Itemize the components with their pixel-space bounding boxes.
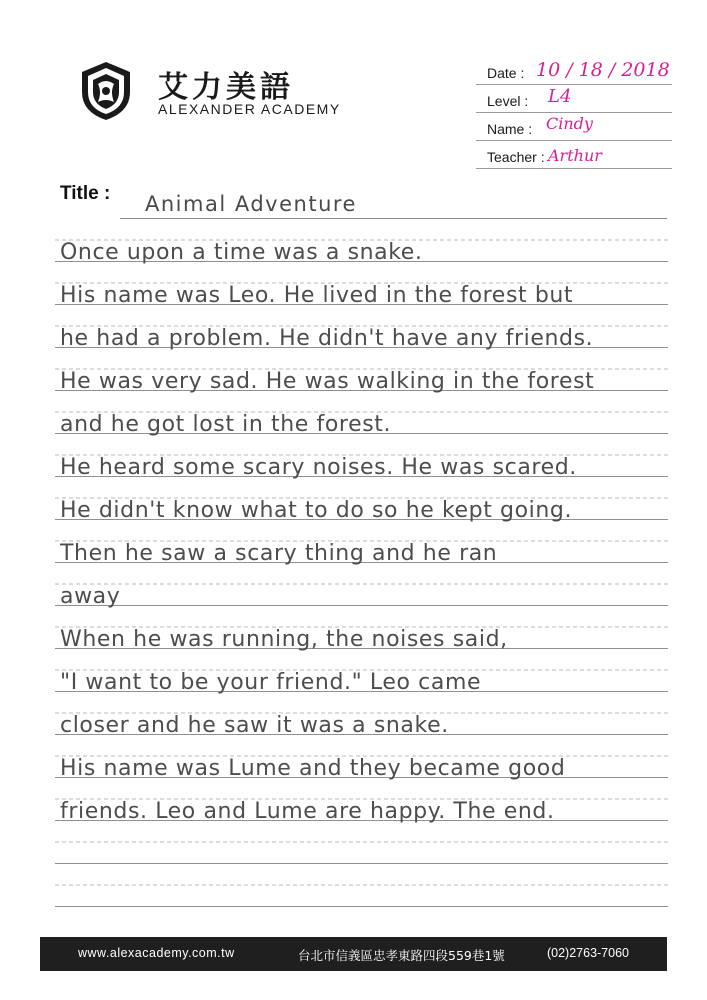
brand-name-english: ALEXANDER ACADEMY bbox=[158, 101, 341, 117]
level-label: Level : bbox=[487, 93, 529, 109]
essay-line: friends. Leo and Lume are happy. The end. bbox=[60, 799, 555, 824]
teacher-label: Teacher : bbox=[487, 149, 545, 165]
essay-line: he had a problem. He didn't have any friends. bbox=[60, 326, 594, 351]
essay-line: Then he saw a scary thing and he ran bbox=[60, 541, 498, 566]
essay-line: He heard some scary noises. He was scared. bbox=[60, 455, 577, 480]
essay-line: His name was Leo. He lived in the forest but bbox=[60, 283, 574, 308]
date-value: 10 / 18 / 2018 bbox=[536, 59, 670, 81]
essay-line: Once upon a time was a snake. bbox=[60, 240, 423, 265]
essay-line: "I want to be your friend." Leo came bbox=[60, 670, 482, 695]
essay-line: He didn't know what to do so he kept going. bbox=[60, 498, 573, 523]
brand-name-chinese: 艾力美語 bbox=[158, 70, 294, 105]
essay-line: and he got lost in the forest. bbox=[60, 412, 392, 437]
footer-website: www.alexacademy.com.tw bbox=[78, 946, 235, 960]
footer-address: 台北市信義區忠孝東路四段559巷1號 bbox=[298, 948, 505, 963]
essay-line: closer and he saw it was a snake. bbox=[60, 713, 449, 738]
footer-phone: (02)2763-7060 bbox=[546, 946, 629, 960]
crest-logo-icon bbox=[74, 58, 138, 122]
title-underline bbox=[120, 218, 667, 219]
essay-line: His name was Lume and they became good bbox=[60, 756, 566, 781]
footer-bar bbox=[40, 937, 667, 971]
teacher-value: Arthur bbox=[548, 146, 602, 165]
essay-line: When he was running, the noises said, bbox=[60, 627, 508, 652]
date-label: Date : bbox=[487, 65, 525, 81]
name-label: Name : bbox=[487, 121, 533, 137]
essay-line: away bbox=[60, 584, 121, 609]
level-value: L4 bbox=[548, 86, 572, 107]
essay-title: Animal Adventure bbox=[145, 192, 357, 216]
name-value: Cindy bbox=[546, 114, 593, 133]
title-label: Title : bbox=[60, 183, 111, 204]
level-row bbox=[476, 87, 672, 113]
essay-line: He was very sad. He was walking in the forest bbox=[60, 369, 595, 394]
